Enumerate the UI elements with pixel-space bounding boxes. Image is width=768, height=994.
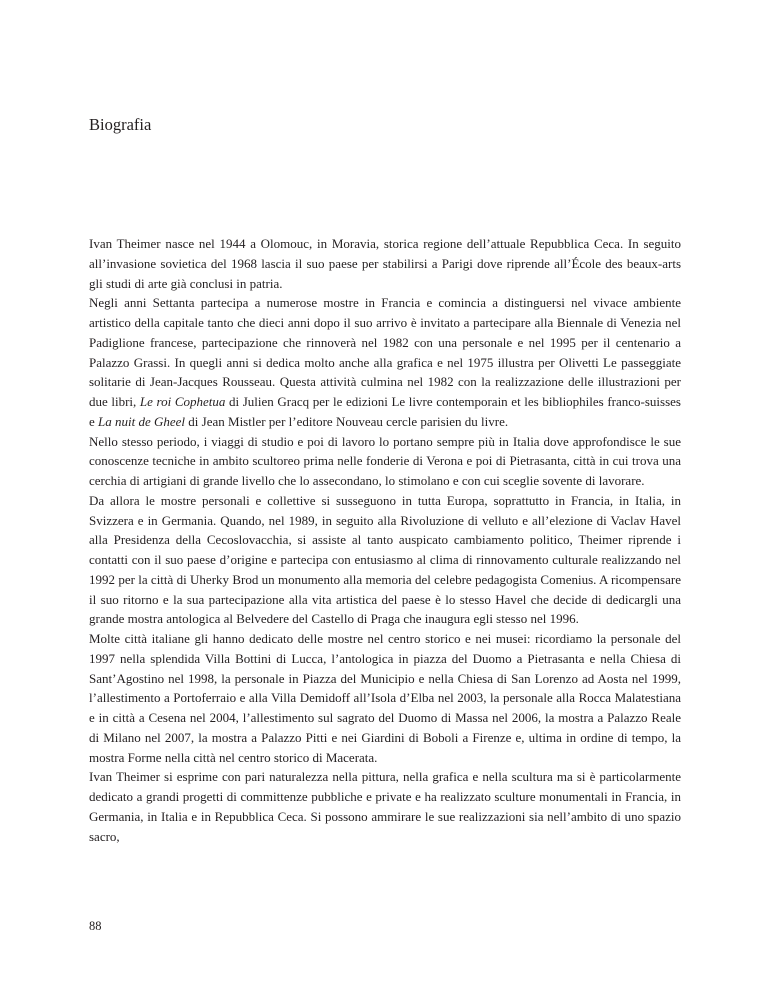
paragraph-text: Ivan Theimer nasce nel 1944 a Olomouc, in Moravia, storica regione dell’attuale Repubblica Ceca. In seguito all’invasione sovietica del 1968 lascia il suo paese per stabilirsi a Parigi dove riprende all’École des beaux-arts gli studi di arte già conclusi in patria. (89, 236, 681, 291)
paragraph (89, 767, 681, 846)
book-title: La nuit de Gheel (98, 413, 186, 429)
paragraph (89, 629, 681, 767)
biography-text (89, 234, 681, 846)
page-number: 88 (89, 919, 102, 933)
paragraph (89, 432, 681, 491)
paragraph (89, 234, 681, 293)
paragraph-text: di Jean Mistler per l’editore Nouveau cercle parisien du livre. (185, 413, 509, 429)
paragraph-text: di Julien Gracq per le edizioni Le livre contemporain et les bibliophiles franco-suisses e (89, 394, 681, 429)
paragraph (89, 293, 681, 431)
paragraph-text: Da allora le mostre personali e collettive si susseguono in tutta Europa, soprattutto in Francia, in Italia, in Svizzera e in Germania. Quando, nel 1989, in seguito alla Rivoluzione di velluto e all’elezione di Vaclav Havel alla Presidenza della Cecoslovacchia, si assiste al tanto auspicato cambiamento politico, Theimer riprende i contatti con il suo paese d’origine e partecipa con entusiasmo al clima di rinnovamento culturale realizzando nel 1992 per la città di Uherky Brod un monumento alla memoria del celebre pedagogista Comenius. A ricompensare il suo ritorno e la sua partecipazione alla vita artistica del paese è lo stesso Havel che decide di dedicargli una grande mostra antologica al Belvedere del Castello di Praga che inaugura egli stesso nel 1996. (89, 492, 681, 627)
paragraph-text: Molte città italiane gli hanno dedicato delle mostre nel centro storico e nei musei: ricordiamo la personale del 1997 nella splendida Villa Bottini di Lucca, l’antologica in piazza del Duomo a Pietrasanta e nella Chiesa di Sant’Agostino nel 1998, la personale in Piazza del Municipio e nella Chiesa di San Lorenzo ad Aosta nel 1999, l’allestimento a Portoferraio e alla Villa Demidoff all’Isola d’Elba nel 2003, la personale alla Rocca Malatestiana e in città a Cesena nel 2004, l’allestimento sul sagrato del Duomo di Massa nel 2006, la mostra a Palazzo Reale di Milano nel 2007, la mostra a Palazzo Pitti e nei Giardini di Boboli a Firenze e, ultima in ordine di tempo, la mostra Forme nella città nel centro storico di Macerata. (89, 631, 681, 765)
paragraph-text: Nello stesso periodo, i viaggi di studio e poi di lavoro lo portano sempre più in Italia dove approfondisce le sue conoscenze tecniche in ambito scultoreo prima nelle fonderie di Verona e poi di Pietrasanta, città in cui trova una cerchia di artigiani di grande livello che lo assecondano, lo stimolano e con cui sceglie sovente di lavorare. (89, 433, 681, 488)
paragraph-text: Negli anni Settanta partecipa a numerose mostre in Francia e comincia a distinguersi nel vivace ambiente artistico della capitale tanto che dieci anni dopo il suo arrivo è invitato a partecipare alla Biennale di Venezia nel Padiglione francese, partecipazione che rinnoverà nel 1982 con una personale e nel 1995 per il centenario a Palazzo Grassi. In quegli anni si dedica molto anche alla grafica e nel 1975 illustra per Olivetti Le passeggiate solitarie di Jean-Jacques Rousseau. Questa attività culmina nel 1982 con la realizzazione delle illustrazioni per due libri, (89, 295, 681, 409)
paragraph (89, 491, 681, 629)
page-title: Biografia (89, 115, 152, 134)
paragraph-text: Ivan Theimer si esprime con pari naturalezza nella pittura, nella grafica e nella scultura ma si è particolarmente dedicato a grandi progetti di committenze pubbliche e private e ha realizzato sculture monumentali in Francia, in Germania, in Italia e in Repubblica Ceca. Si possono ammirare le sue realizzazioni sia nell’ambito di uno spazio sacro, (89, 769, 681, 844)
book-title: Le roi Cophetua (139, 394, 226, 409)
